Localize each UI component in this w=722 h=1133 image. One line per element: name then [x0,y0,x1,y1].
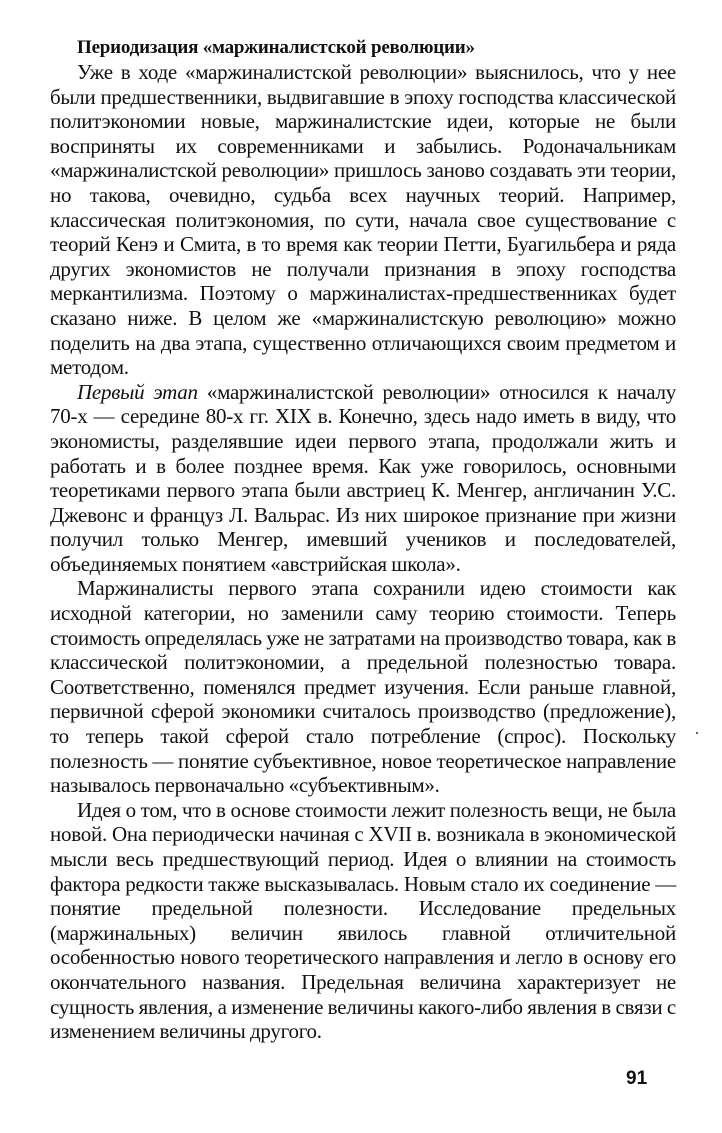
print-speck [696,732,698,734]
section-heading: Периодизация «маржиналистской революции» [77,37,475,58]
paragraph-2-lead: Первый этап [77,379,198,404]
paragraph-2-text: «маржиналистской революции» относился к началу 70-х — середине 80-х гг. XIX в. Конечно, здесь надо иметь в виду, что экономисты, разделявшие идеи первого этапа, продолжали жить и работать и в более позднее время. Как уже говорилось, основными теоретиками первого этапа были австриец К. Менгер, англичанин У.С. Джевонс и француз Л. Вальрас. Из них широкое признание при жизни получил только Менгер, имевший учеников и последователей, объединяемых понятием «австрийская школа». [50,379,676,576]
page-number: 91 [626,1068,648,1089]
paragraph-1: Уже в ходе «маржиналистской революции» выяснилось, что у нее были предшественники, выдвигавшие в эпоху господства классической политэкономии новые, маржиналистские идеи, которые не были восприняты их современниками и забылись. Родоначальникам «маржиналистской революции» пришлось заново создавать эти теории, но такова, очевидно, судьба всех научных теорий. Например, классическая политэкономия, по сути, начала свое существование с теорий Кенэ и Смита, в то время как теории Петти, Буагильбера и ряда других экономистов не получали признания в эпоху господства меркантилизма. Поэтому о маржиналистах-предшественниках будет сказано ниже. В целом же «маржиналистскую революцию» можно поделить на два этапа, существенно отличающихся своим предметом и методом. [50,60,676,380]
page-content [50,30,676,1044]
paragraph-2 [50,380,676,577]
paragraph-3: Маржиналисты первого этапа сохранили идею стоимости как исходной категории, но заменили саму теорию стоимости. Теперь стоимость определялась уже не затратами на производство товара, как в классической политэкономии, а предельной полезностью товара. Соответственно, поменялся предмет изучения. Если раньше главной, первичной сферой экономики считалось производство (предложение), то теперь такой сферой стало потребление (спрос). Поскольку полезность — понятие субъективное, новое теоретическое направление называлось первоначально «субъективным». [50,576,676,798]
paragraph-4: Идея о том, что в основе стоимости лежит полезность вещи, не была новой. Она периодически начиная с XVII в. возникала в экономической мысли весь предшествующий период. Идея о влиянии на стоимость фактора редкости также высказывалась. Новым стало их соединение — понятие предельной полезности. Исследование предельных (маржинальных) величин явилось главной отличительной особенностью нового теоретического направления и легло в основу его окончательного названия. Предельная величина характеризует не сущность явления, а изменение величины какого-либо явления в связи с изменением величины другого. [50,797,676,1044]
